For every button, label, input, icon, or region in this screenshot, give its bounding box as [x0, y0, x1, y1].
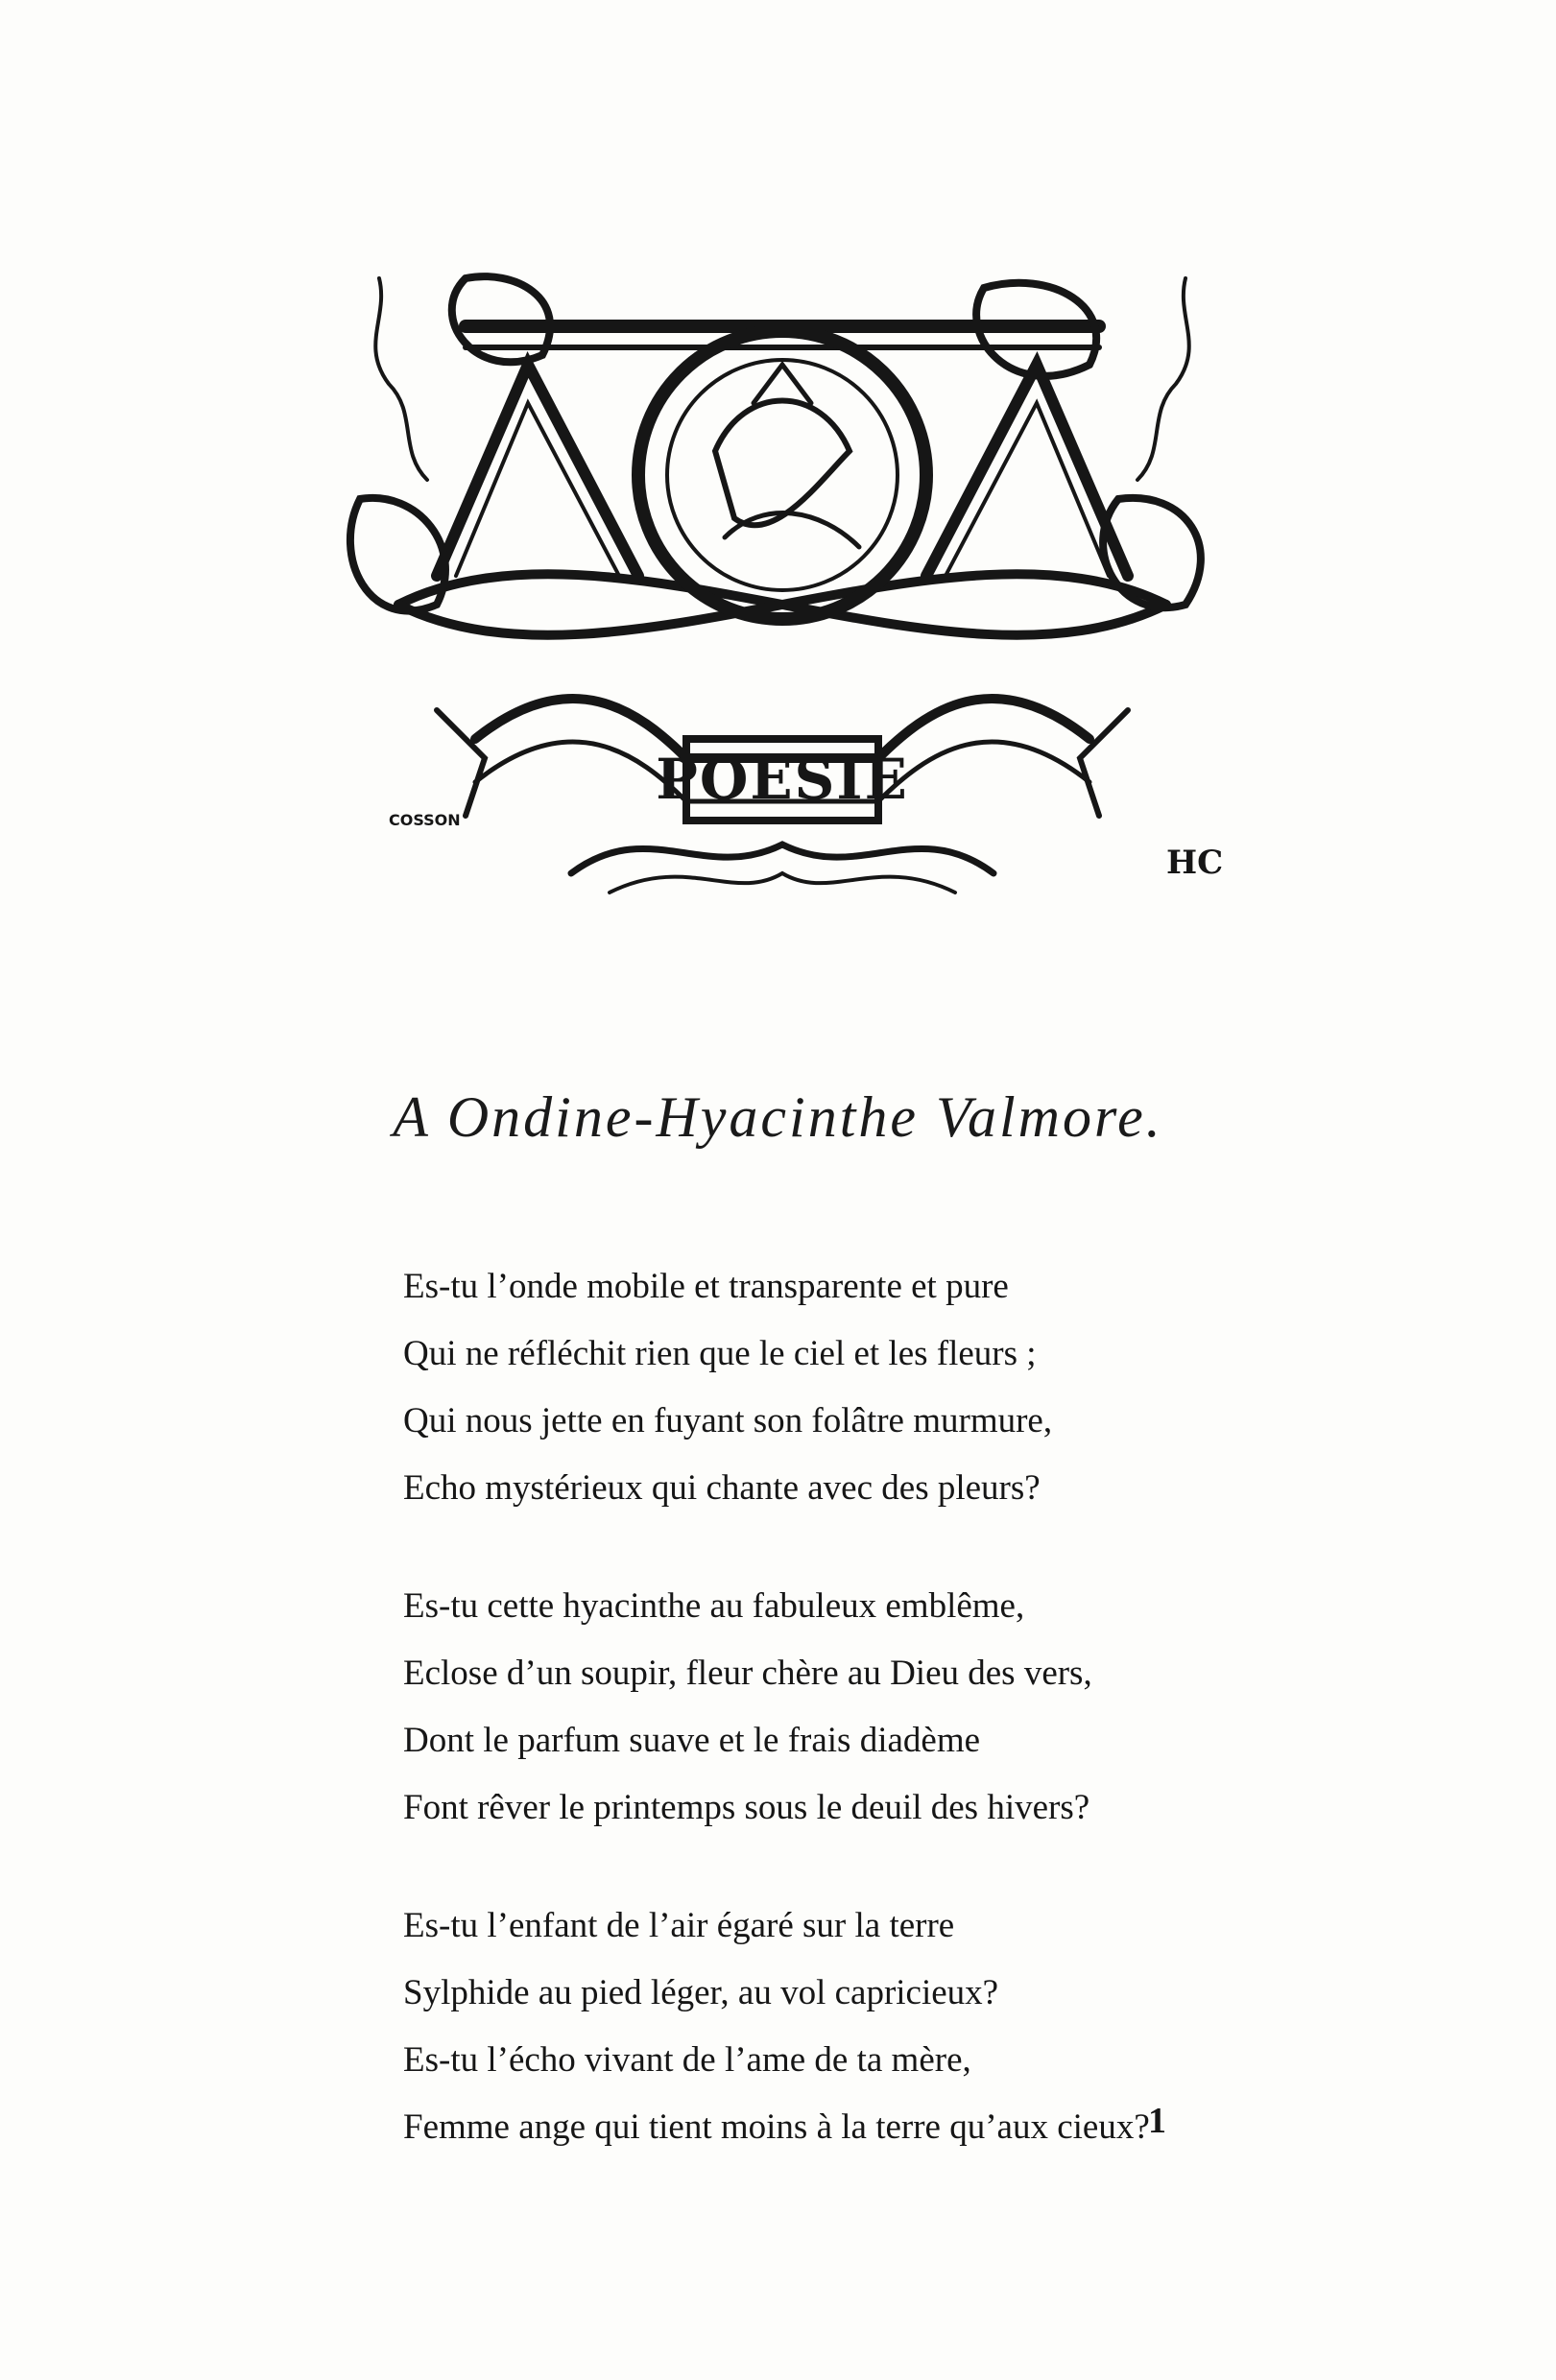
poem-line: Dont le parfum suave et le frais diadème	[403, 1721, 981, 1760]
poem-line: Es-tu l’enfant de l’air égaré sur la terre	[403, 1906, 955, 1945]
stanza-1	[403, 1253, 1267, 1522]
poem-line: Femme ange qui tient moins à la terre qu’aux cieux?	[403, 2107, 1150, 2147]
poem	[403, 1253, 1267, 2212]
poem-line: Qui ne réfléchit rien que le ciel et les fleurs ;	[403, 1334, 1037, 1373]
vignette-banner-text: POESIE	[656, 747, 909, 812]
dedication-title: A Ondine-Hyacinthe Valmore.	[393, 1085, 1163, 1149]
poem-line: Es-tu l’écho vivant de l’ame de ta mère,	[403, 2040, 971, 2080]
poem-line: Font rêver le printemps sous le deuil des hivers?	[403, 1788, 1090, 1827]
stanza-3	[403, 1892, 1267, 2161]
poesie-vignette	[322, 259, 1243, 912]
poem-line: Es-tu cette hyacinthe au fabuleux emblême,	[403, 1586, 1025, 1626]
artist-monogram: HC	[1166, 844, 1224, 882]
engraver-signature: COSSON	[389, 811, 461, 829]
stanza-2	[403, 1573, 1267, 1842]
poem-line: Eclose d’un soupir, fleur chère au Dieu des vers,	[403, 1654, 1092, 1693]
page-number: 1	[1148, 2101, 1166, 2141]
poem-line: Echo mystérieux qui chante avec des pleurs?	[403, 1468, 1041, 1508]
poem-line: Qui nous jette en fuyant son folâtre murmure,	[403, 1401, 1053, 1440]
poem-line: Es-tu l’onde mobile et transparente et pure	[403, 1267, 1009, 1306]
poem-line: Sylphide au pied léger, au vol capricieux?	[403, 1973, 999, 2012]
